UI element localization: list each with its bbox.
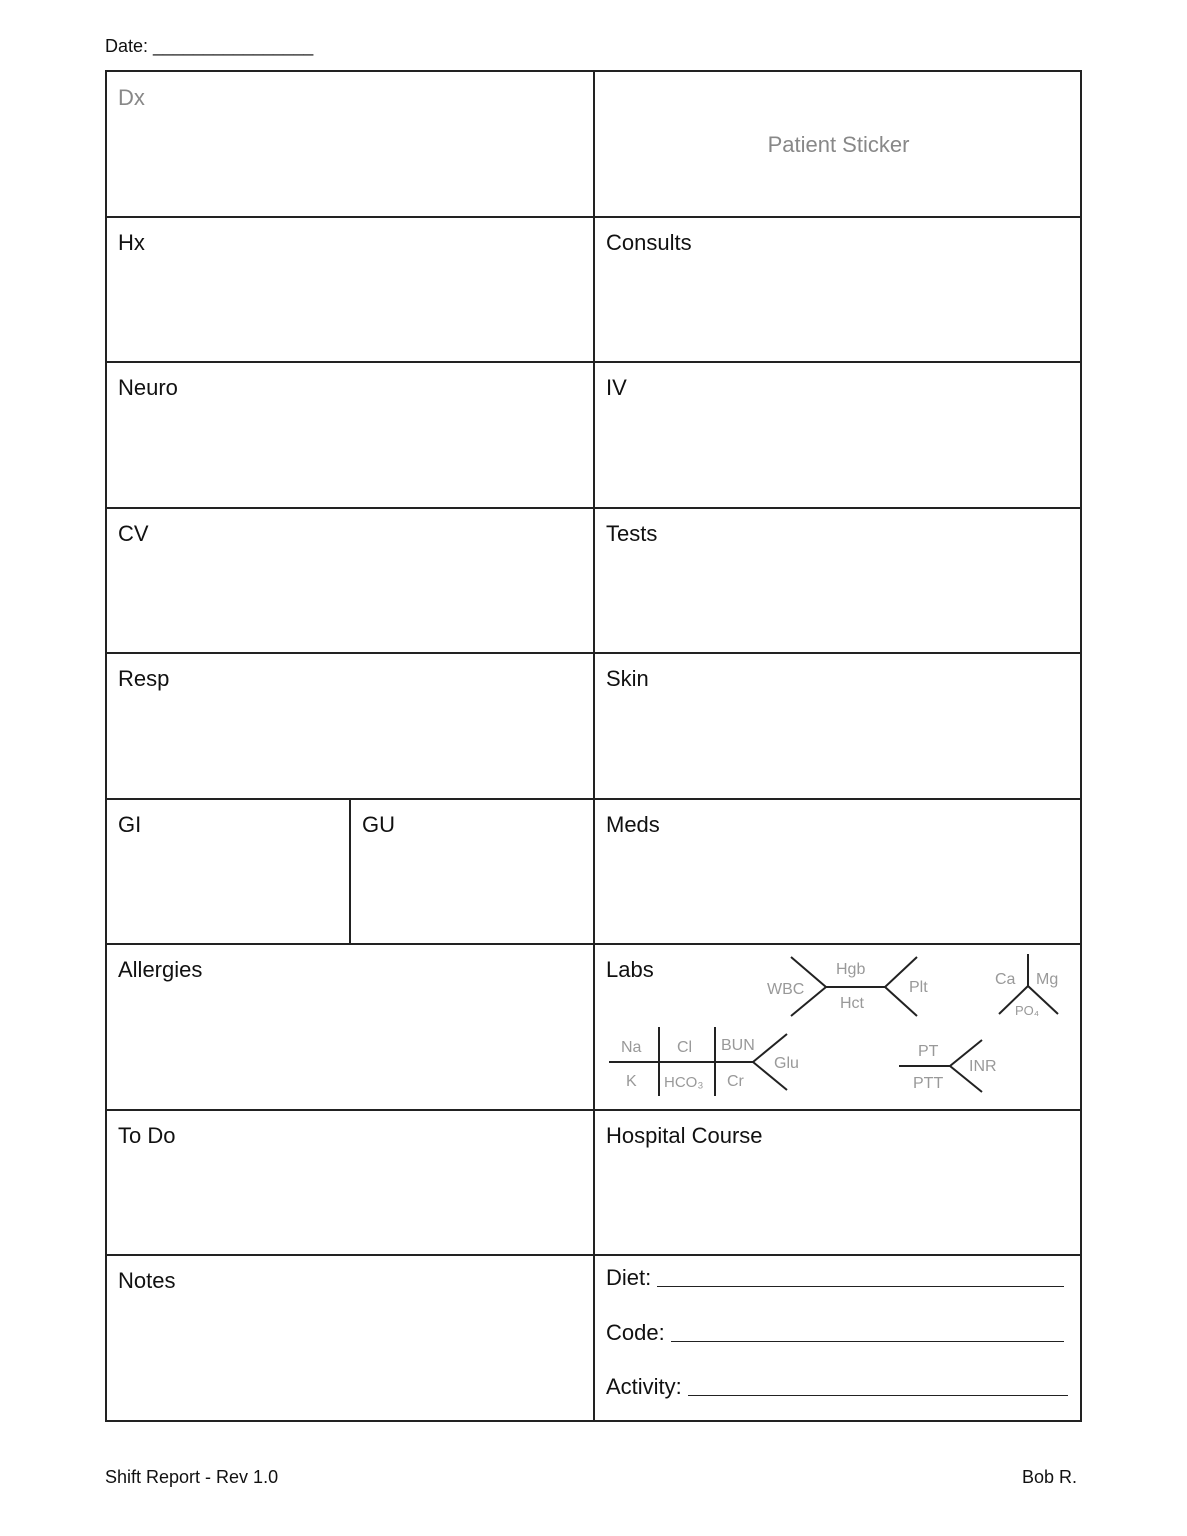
electrolyte-mg: Mg <box>1036 971 1059 988</box>
footer-revision: Shift Report - Rev 1.0 <box>105 1467 279 1487</box>
code-blank-line[interactable] <box>671 1341 1064 1342</box>
neuro-section[interactable] <box>107 362 595 507</box>
electrolyte-ca: Ca <box>995 971 1016 988</box>
skin-section[interactable] <box>595 653 1082 798</box>
diet-field[interactable] <box>606 1265 1064 1291</box>
footer-author: Bob R. <box>1022 1467 1078 1487</box>
diet-blank-line[interactable] <box>657 1286 1064 1287</box>
shift-report-grid <box>105 70 1082 1422</box>
code-label: Code: <box>606 1320 665 1345</box>
gi-section[interactable] <box>107 799 351 944</box>
hx-label: Hx <box>118 230 145 255</box>
bmp-cl: Cl <box>677 1039 693 1056</box>
meds-section[interactable] <box>595 799 1082 944</box>
coag-pt: PT <box>918 1043 939 1060</box>
gu-section[interactable] <box>351 799 595 944</box>
date-blank: ________________ <box>153 36 314 56</box>
iv-section[interactable] <box>595 362 1082 507</box>
bmp-glu: Glu <box>774 1055 799 1072</box>
tests-section[interactable] <box>595 508 1082 653</box>
activity-field[interactable] <box>606 1374 1068 1400</box>
cbc-plt: Plt <box>909 979 928 996</box>
coag-ptt: PTT <box>913 1075 944 1092</box>
bmp-hco3: HCO₃ <box>664 1074 704 1091</box>
tests-label: Tests <box>606 521 658 546</box>
coag-inr: INR <box>969 1058 997 1075</box>
consults-label: Consults <box>606 230 692 255</box>
date-label: Date: <box>105 36 149 56</box>
cbc-hct: Hct <box>840 995 864 1012</box>
lab-fishbone-diagrams <box>595 944 1082 1110</box>
bmp-bun: BUN <box>721 1037 755 1054</box>
patient-sticker-label: Patient Sticker <box>767 132 910 157</box>
bmp-na: Na <box>621 1039 642 1056</box>
diet-label: Diet: <box>606 1265 652 1290</box>
hx-section[interactable] <box>107 217 595 362</box>
patient-sticker-area <box>595 72 1082 217</box>
cbc-wbc: WBC <box>767 981 805 998</box>
allergies-label: Allergies <box>118 957 203 982</box>
code-field[interactable] <box>606 1320 1064 1346</box>
electrolyte-po4: PO₄ <box>1015 1003 1040 1018</box>
allergies-section[interactable] <box>107 944 595 1110</box>
dx-section[interactable] <box>107 72 595 217</box>
to-do-section[interactable] <box>107 1110 595 1255</box>
skin-label: Skin <box>606 666 649 691</box>
hospital-course-section[interactable] <box>595 1110 1082 1255</box>
diet-code-activity-section <box>595 1255 1082 1422</box>
resp-label: Resp <box>118 666 170 691</box>
notes-label: Notes <box>118 1268 176 1293</box>
resp-section[interactable] <box>107 653 595 798</box>
activity-blank-line[interactable] <box>688 1395 1068 1396</box>
cv-label: CV <box>118 521 149 546</box>
bmp-cr: Cr <box>727 1073 744 1090</box>
dx-label: Dx <box>118 85 145 110</box>
consults-section[interactable] <box>595 217 1082 362</box>
gi-label: GI <box>118 812 142 837</box>
cbc-hgb: Hgb <box>836 961 866 978</box>
neuro-label: Neuro <box>118 375 178 400</box>
labs-section[interactable] <box>595 944 1082 1110</box>
iv-label: IV <box>606 375 627 400</box>
notes-section[interactable] <box>107 1255 595 1422</box>
activity-label: Activity: <box>606 1374 682 1399</box>
date-line <box>105 36 313 57</box>
meds-label: Meds <box>606 812 660 837</box>
cv-section[interactable] <box>107 508 595 653</box>
hospital-course-label: Hospital Course <box>606 1123 763 1148</box>
labs-label: Labs <box>606 957 654 982</box>
gu-label: GU <box>362 812 395 837</box>
bmp-k: K <box>626 1073 637 1090</box>
to-do-label: To Do <box>118 1123 176 1148</box>
